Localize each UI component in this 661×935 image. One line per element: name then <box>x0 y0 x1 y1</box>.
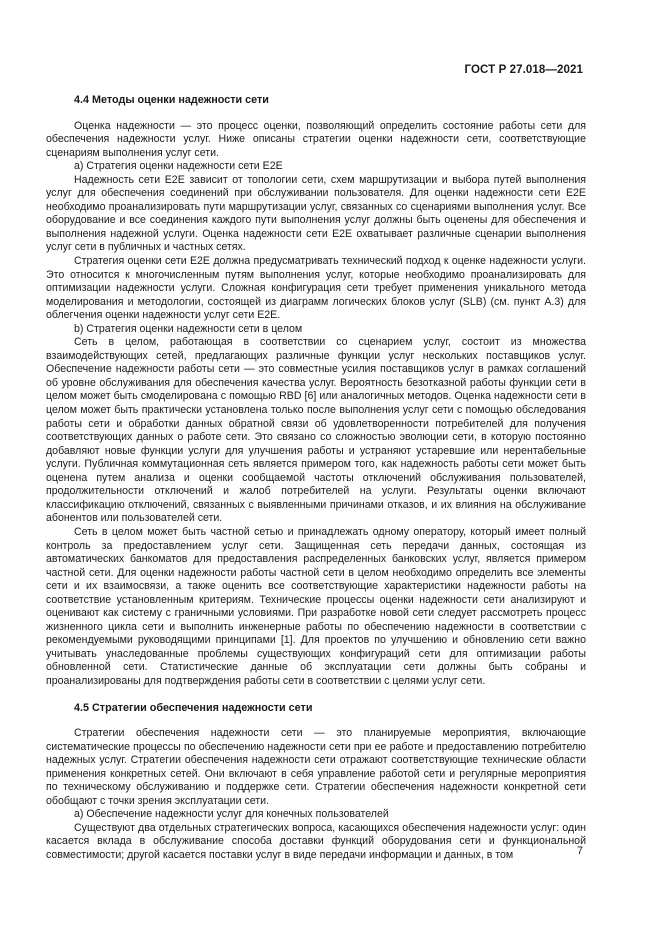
paragraph: Сеть в целом, работающая в соответствии со сценарием услуг, состоит из множества взаимодействующих сетей, предлагающих различные функции услуг нескольких поставщиков услуг. Обеспечение надежности работы сети — это совместные усилия поставщиков услуг в рамках соглашений об уровне обслуживания для обеспечения качества услуг. Вероятность безотказной работы функции сети в целом может быть смоделирована с помощью RBD [6] или аналогичных методов. Оценка надежности сети в целом может быть практически установлена только после выполнения услуг сети с помощью обследования работы сети и обработки данных обратной связи об удовлетворенности потребителей для получения соответствующих данных о работе сети. Это связано со сложностью эволюции сети, в которую постоянно добавляют новые функции услуги для улучшения работы и устраняют устаревшие или нерентабельные услуги. Публичная коммутационная сеть является примером того, как надежность работы сети может быть оценена путем анализа и оценки сообщаемой частоты отключений обслуживания пользователей, продолжительности отключений и жалоб потребителей на услуги. Результаты оценки включают классификацию отключений, связанных с выявленными причинами отказов, и их влияния на обслуживание абонентов или пользователей сети. <box>46 336 586 525</box>
page-number: 7 <box>576 845 583 857</box>
paragraph: Существуют два отдельных стратегических вопроса, касающихся обеспечения надежности услуг: один касается вклада в обслуживание способа доставки функций оборудования сети и функциональной совместимости; другой касается поставки услуг в виде передачи информации и данных, в том <box>46 821 586 861</box>
paragraph: Сеть в целом может быть частной сетью и принадлежать одному оператору, который имеет полный контроль за предоставлением услуг сети. Защищенная сеть передачи данных, состоящая из автоматических банкоматов для предоставления распределенных банковских услуг, является примером частной сети. Для оценки надежности работы частной сети в целом необходимо определить все элементы сети и их взаимосвязи, а также оценить все соответствующие характеристики надежности работы на соответствие установленным критериям. Технические процессы оценки надежности сети анализируют и оценивают как систему с граничными условиями. При разработке новой сети следует рассмотреть процесс жизненного цикла сети и выполнить инженерные работы по обеспечению надежности в соответствии с рекомендуемыми руководящими принципами [1]. Для проектов по улучшению и обновлению сети важно учитывать унаследованные проблемы существующих конфигураций сети для оптимизации работы обновленной сети. Статистические данные об эксплуатации сети должны быть собраны и проанализированы для подтверждения работы сети в соответствии с целями услуг сети. <box>46 525 586 687</box>
list-item-a: a) Обеспечение надежности услуг для конечных пользователей <box>74 808 389 821</box>
list-item-b: b) Стратегия оценки надежности сети в целом <box>74 322 303 335</box>
paragraph: Стратегии обеспечения надежности сети — это планируемые мероприятия, включающие систематические процессы по обеспечению надежности сети при ее работе и предоставлению потребителю надежных услуг. Стратегии обеспечения надежности сети отражают соответствующие технические области применения конкретных сетей. Они включают в себя управление работой сети и регулярные мероприятия по техническому обслуживанию и поддержке сети. Стратегии обеспечения надежности конкретной сети обобщают с точки зрения эксплуатации сети. <box>46 727 586 807</box>
paragraph: Надежность сети E2E зависит от топологии сети, схем маршрутизации и выбора путей выполнения услуг для обеспечения соединений при обслуживании пользователя. Для оценки надежности сети E2E необходимо проанализировать пути маршрутизации услуг, связанных со сценариями выполнения услуг. Все оборудование и все соединения каждого пути выполнения услуг должны быть оценены для обеспечения и выполнения надежной услуги. Оценка надежности сети E2E охватывает различные сценарии выполнения услуг сети в публичных и частных сетях. <box>46 173 586 254</box>
list-item-a: a) Стратегия оценки надежности сети E2E <box>74 160 283 173</box>
standard-header: ГОСТ Р 27.018—2021 <box>464 64 583 76</box>
section-4-4-title: 4.4 Методы оценки надежности сети <box>74 94 269 106</box>
section-4-5-title: 4.5 Стратегии обеспечения надежности сети <box>74 701 313 714</box>
page-content <box>46 94 586 863</box>
paragraph: Стратегия оценки сети E2E должна предусматривать технический подход к оценке надежности услуги. Это относится к многочисленным путям выполнения услуг, которые необходимо проанализировать для оптимизации надежности услуги. Сложная конфигурация сети требует применения уникального метода моделирования и методологии, состоящей из диаграмм логических блоков услуг (SLB) (см. пункт А.3) для облегчения оценки надежности услуг сети E2E. <box>46 255 586 322</box>
paragraph: Оценка надежности — это процесс оценки, позволяющий определить состояние работы сети для обеспечения надежности услуг. Ниже описаны стратегии оценки надежности сети, соответствующие сценариям выполнения услуг сети. <box>46 119 586 159</box>
